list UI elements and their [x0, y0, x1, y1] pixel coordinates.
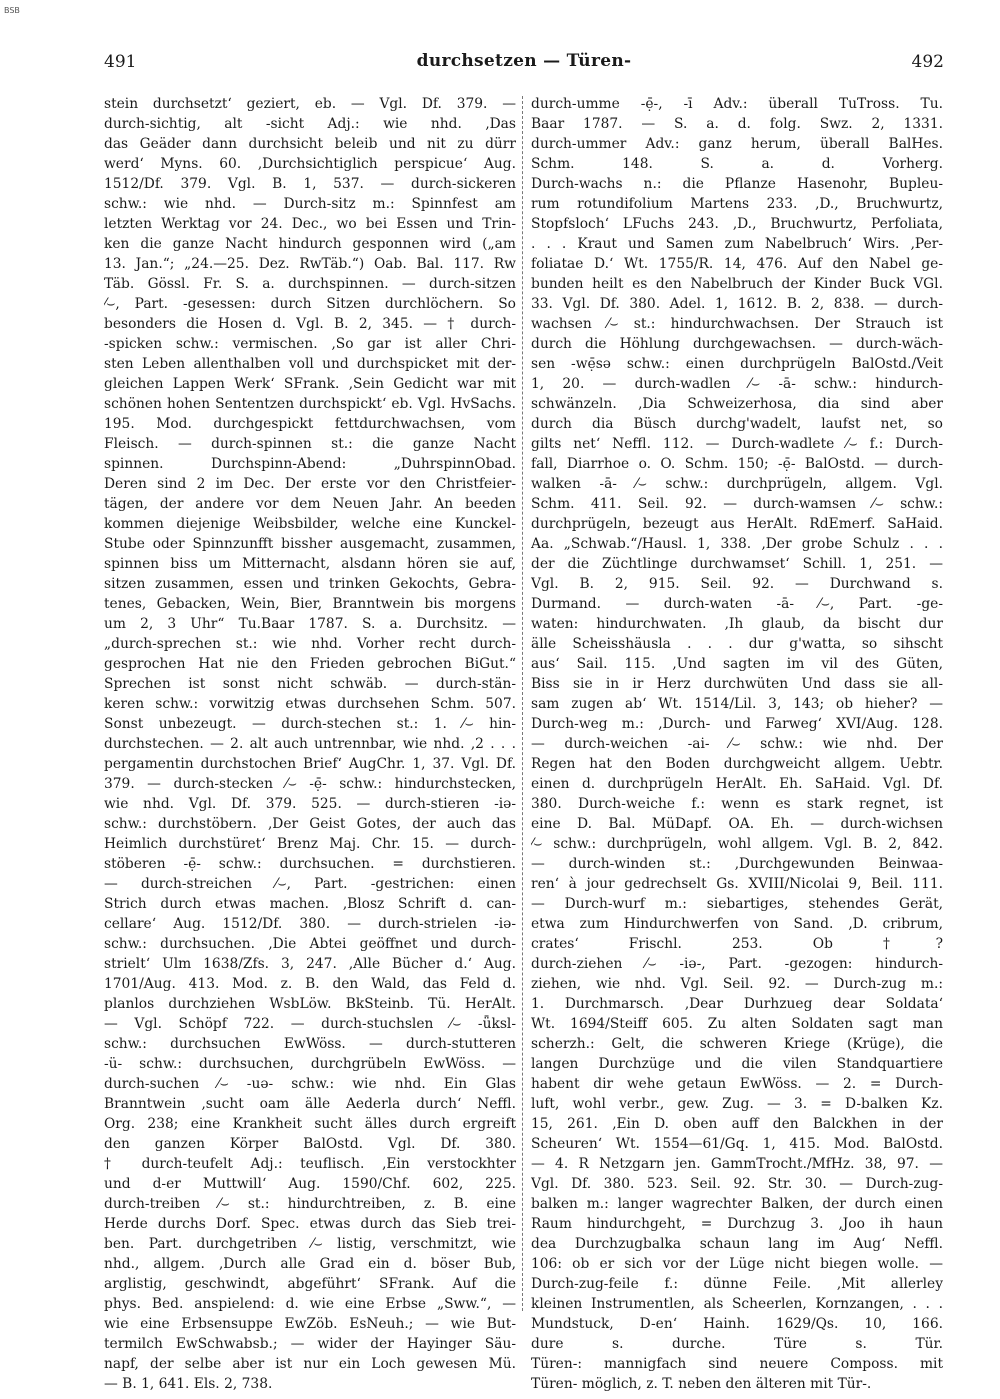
text-line: und d-er Muttwill‘ Aug. 1590/Chf. 602, 225. [104, 1176, 516, 1192]
text-line: — durch-winden st.: ‚Durchgewunden Beinwaa- [531, 856, 943, 872]
text-line: langen Durchzüge und die vilen Standquartiere [531, 1056, 943, 1072]
text-line: scherzh.: Gelt, die schweren Kriege (Krüge), die [531, 1036, 943, 1052]
text-line: 33. Vgl. Df. 380. Adel. 1, 1612. B. 2, 838. — durch- [531, 296, 943, 312]
text-line: Herde durchs Dorf. Spec. etwas durch das Sieb trei- [104, 1216, 516, 1232]
text-line: durch-ziehen ⁄⌣ -iə-, Part. -gezogen: hindurch- [531, 956, 943, 972]
text-line: ben. Part. durchgetriben ⁄⌣ listig, verschmitzt, wie [104, 1236, 516, 1252]
text-line: gilts net‘ Neffl. 112. — Durch-wadlete ⁄⌣ f.: Durch- [531, 436, 943, 452]
running-title: durchsetzen — Türen- [416, 51, 632, 71]
text-line: sam zugen ab‘ Wt. 1514/Lil. 3, 143; ob hieher? — [531, 696, 943, 712]
text-line: ken die ganze Nacht hindurch gesponnen wird („am [104, 236, 516, 252]
text-line: schw.: durchsuchen EwWöss. — durch-stutteren [104, 1036, 516, 1052]
text-line: 195. Mod. durchgespickt fettdurchwachsen, vom [104, 416, 516, 432]
text-line: schw.: durchstöbern. ‚Der Geist Gotes, der auch das [104, 816, 516, 832]
text-line: Aa. „Schwab.“/Hausl. 1, 338. ‚Der grobe Schulz . . . [531, 536, 943, 552]
text-line: gesprochen Hat nie den Frieden gebrochen BiGut.“ [104, 656, 516, 672]
text-line: planlos durchziehen WsbLöw. BkSteinb. Tü. HerAlt. [104, 996, 516, 1012]
text-line: Wt. 1694/Steiff 605. Zu alten Soldaten sagt man [531, 1016, 943, 1032]
text-line: durchprügeln, bezeugt aus HerAlt. RdEmerf. SaHaid. [531, 516, 943, 532]
text-line: wie nhd. Vgl. Df. 379. 525. — durch-stieren -iə- [104, 796, 516, 812]
page-header [104, 48, 944, 76]
text-line: Täb. Gössl. Fr. S. a. durchspinnen. — durch-sitzen [104, 276, 516, 292]
text-line: cellare‘ Aug. 1512/Df. 380. — durch-strielen -iə- [104, 916, 516, 932]
text-line: — Durch-wurf m.: siebartiges, stehendes Gerät, [531, 896, 943, 912]
text-line: spinnen biss um Mitternacht, alsdann hören sie auf, [104, 556, 516, 572]
text-line: Schm. 148. S. a. d. Vorherg. [531, 156, 943, 172]
text-line: schw.: durchsuchen. ‚Die Abtei geöffnet und durch- [104, 936, 516, 952]
text-line: durch-suchen ⁄⌣ -uə- schw.: wie nhd. Ein Glas [104, 1076, 516, 1092]
page-number-left: 491 [104, 52, 137, 72]
text-line: crates‘ Frischl. 253. Ob †? [531, 936, 943, 952]
text-line: 1701/Aug. 413. Mod. z. B. den Wald, das Feld d. [104, 976, 516, 992]
text-line: foliatae D.‘ Wt. 1755/R. 14, 476. Auf den Nabel ge- [531, 256, 943, 272]
text-line: durch dia Büsch durchg'wadelt, laufst net, so [531, 416, 943, 432]
text-line: 15, 261. ‚Ein D. oben auff den Balckhen in der [531, 1116, 943, 1132]
text-line: schw.: wie nhd. — Durch-sitz m.: Spinnfest am [104, 196, 516, 212]
text-line: Deren sind 2 im Dec. Der erste vor den Christfeier- [104, 476, 516, 492]
text-line: gleichen Lappen Werk‘ SFrank. ‚Sein Gedicht war mit [104, 376, 516, 392]
text-line: phys. Bed. anspielend: d. wie eine Erbse „Sww.“, — [104, 1296, 516, 1312]
text-line: Türen- möglich, z. T. neben den älteren mit Tür-. [531, 1376, 872, 1392]
text-line: aus‘ Sail. 115. ‚Und sagten im vil des Güten, [531, 656, 943, 672]
text-line: dea Durchzugbalka schaun lang im Aug‘ Neffl. [531, 1236, 943, 1252]
text-line: Heimlich durchstüret‘ Brenz Maj. Chr. 15. — durch- [104, 836, 516, 852]
text-line: ren‘ à jour gedrechselt Gs. XVIII/Nicolai 9, Beil. 111. [531, 876, 943, 892]
text-line: spinnen. Durchspinn-Abend: „DuhrspinnObad. [104, 456, 516, 472]
text-line: Mundstuck, D-en‘ Hainh. 1629/Qs. 10, 166. [531, 1316, 943, 1332]
text-line: † durch-teufelt Adj.: teuflisch. ‚Ein verstockhter [104, 1156, 516, 1172]
text-line: sitzen zusammen, essen und trinken Gekochts, Gebra- [104, 576, 516, 592]
text-line: balken m.: langer wagrechter Balken, der durch einen [531, 1196, 943, 1212]
text-line: napf, der selbe aber ist nur ein Loch gewesen Mü. [104, 1356, 516, 1372]
text-line: walken -ā- ⁄⌣ schw.: durchprügeln, allgem. Vgl. [531, 476, 943, 492]
text-line: letzten Werktag vor 24. Dec., wo bei Essen und Trin- [104, 216, 516, 232]
left-column [104, 94, 516, 1394]
text-line: der die Züchtlinge durchwamset‘ Schill. 1, 251. — [531, 556, 943, 572]
text-line: Türen-: mannigfach sind neuere Composs. mit [531, 1356, 943, 1372]
text-line: Sprechen ist sonst nicht schwäb. — durch-stän- [104, 676, 516, 692]
text-line: 1, 20. — durch-wadlen ⁄⌣ -ā- schw.: hindurch- [531, 376, 943, 392]
text-line: fall, Diarrhoe o. O. Schm. 150; -ẹ̄- BalOstd. — durch- [531, 456, 943, 472]
text-line: -spicken schw.: vermischen. ‚So gar ist aller Chri- [104, 336, 516, 352]
text-line: durch die Höhlung durchgewachsen. — durch-wäch- [531, 336, 943, 352]
text-line: Durch-wachs n.: die Pflanze Hasenohr, Bupleu- [531, 176, 943, 192]
text-line: stein durchsetzt‘ geziert, eb. — Vgl. Df. 379. — [104, 96, 516, 112]
text-line: wie eine Erbsensuppe EwZöb. EsNeuh.; — wie But- [104, 1316, 516, 1332]
text-line: waten: hindurchwaten. ‚Ih glaub, da bischt dur [531, 616, 943, 632]
text-line: Schm. 411. Seil. 92. — durch-wamsen ⁄⌣ schw.: [531, 496, 943, 512]
text-line: etwa zum Hindurchwerfen von Sand. ‚D. cribrum, [531, 916, 943, 932]
text-line: Strich durch etwas machen. ‚Blosz Schrift d. can- [104, 896, 516, 912]
text-line: Durmand. — durch-waten -ā- ⁄⌣, Part. -ge- [531, 596, 943, 612]
text-line: durch-treiben ⁄⌣ st.: hindurchtreiben, z. B. eine [104, 1196, 516, 1212]
text-line: stöberen -ẹ̄- schw.: durchsuchen. = durchstieren. [104, 856, 516, 872]
text-line: durch-sichtig, alt -sicht Adj.: wie nhd. ‚Das [104, 116, 516, 132]
text-line: durch-umme -ẹ̄-, -ī Adv.: überall TuTross. Tu. [531, 96, 943, 112]
text-line: dure s. durche. Türe s. Tür. [531, 1336, 943, 1352]
text-line: bunden heilt es den Nabelbruch der Kinder Buck VGl. [531, 276, 943, 292]
text-line: kommen diejenige Weibsbilder, welche eine Kunckel- [104, 516, 516, 532]
text-line: tenes, Gebacken, Wein, Bier, Branntwein bis morgens [104, 596, 516, 612]
text-line: kleinen Instrumentlen, als Scheerlen, Kornzangen, . . . [531, 1296, 943, 1312]
text-line: ziehen, wie nhd. Vgl. Seil. 92. — Durch-zug m.: [531, 976, 943, 992]
text-line: Sonst unbezeugt. — durch-stechen st.: 1. ⁄⌣ hin- [104, 716, 516, 732]
text-line: 1512/Df. 379. Vgl. B. 1, 537. — durch-sickeren [104, 176, 516, 192]
text-line: „durch-sprechen st.: wie nhd. Vorher recht durch- [104, 636, 516, 652]
text-line: Raum hindurchgeht, = Durchzug 3. ‚Joo ih haun [531, 1216, 943, 1232]
text-line: älle Scheisshäusla . . . dur g'watta, so sihscht [531, 636, 943, 652]
text-line: — B. 1, 641. Els. 2, 738. [104, 1376, 273, 1392]
text-line: Durch-zug-feile f.: dünne Feile. ‚Mit allerley [531, 1276, 943, 1292]
text-line: Durch-weg m.: ‚Durch- und Farweg‘ XVI/Aug. 128. [531, 716, 943, 732]
text-line: Vgl. B. 2, 915. Seil. 92. — Durchwand s. [531, 576, 943, 592]
text-line: tägen, der andere vor dem Neuen Jahr. An beeden [104, 496, 516, 512]
text-line: werd‘ Myns. 60. ‚Durchsichtiglich perspicue‘ Aug. [104, 156, 516, 172]
text-line: sten Leben allenthalben voll und durchspicket mit der- [104, 356, 516, 372]
text-line: Branntwein ‚sucht oam älle Aederla durch‘ Neffl. [104, 1096, 516, 1112]
text-line: durchstechen. — 2. alt auch untrennbar, wie nhd. ‚2 . . . [104, 736, 516, 752]
text-line: luft, wohl verbr., gew. Zug. — 3. = D-balken Kz. [531, 1096, 943, 1112]
text-line: schönen hohen Sententzen durchspickt‘ eb. Vgl. HvSachs. [104, 396, 516, 412]
text-line: -ü- schw.: durchsuchen, durchgrübeln EwWöss. — [104, 1056, 516, 1072]
text-line: Scheuren‘ Wt. 1554—61/Gq. 1, 415. Mod. BalOstd. [531, 1136, 943, 1152]
text-line: sen -wẹ̄sə schw.: einen durchprügeln BalOstd./Veit [531, 356, 943, 372]
text-line: besonders die Hosen d. Vgl. B. 2, 345. — † durch- [104, 316, 516, 332]
text-line: durch-ummer Adv.: ganz herum, überall BalHes. [531, 136, 943, 152]
page-number-right: 492 [911, 52, 944, 72]
text-line: Org. 238; eine Krankheit sucht älles durch ergreift [104, 1116, 516, 1132]
text-line: — durch-streichen ⁄⌣, Part. -gestrichen: einen [104, 876, 516, 892]
text-line: arglistig, geschwindt, abgeführt‘ SFrank. Auf die [104, 1276, 516, 1292]
text-line: einen d. durchprügeln HerAlt. Eh. SaHaid. Vgl. Df. [531, 776, 943, 792]
text-line: strielt‘ Ulm 1638/Zfs. 3, 247. ‚Alle Bücher d.‘ Aug. [104, 956, 516, 972]
text-line: keren schw.: vorwitzig etwas durchsehen Schm. 507. [104, 696, 516, 712]
text-line: rum rotundifolium Martens 233. ‚D., Bruchwurtz, [531, 196, 943, 212]
text-line: Fleisch. — durch-spinnen st.: die ganze Nacht [104, 436, 516, 452]
text-line: ⁄⌣ schw.: durchprügeln, wohl allgem. Vgl. B. 2, 842. [531, 836, 943, 852]
text-line: 1. Durchmarsch. ‚Dear Durhzueg dear Soldata‘ [531, 996, 943, 1012]
right-column [531, 94, 943, 1394]
text-line: nhd., allgem. ‚Durch alle Grad ein d. böser Bub, [104, 1256, 516, 1272]
text-line: Stube oder Spinnzunfft bissher ausgemacht, zusammen, [104, 536, 516, 552]
text-line: Regen hat den Boden durchgweicht allgem. Uebtr. [531, 756, 943, 772]
text-line: 106: ob er sich vor der Lüge nicht biegen wolle. — [531, 1256, 943, 1272]
text-line: pergamentin durchstochen Brief‘ AugChr. 1, 37. Vgl. Df. [104, 756, 516, 772]
text-line: Biss sie in ir Herz durchwüten Und dass sie all- [531, 676, 943, 692]
text-line: termilch EwSchwabsb.; — wider der Hayinger Säu- [104, 1336, 516, 1352]
library-stamp: BSB [4, 6, 20, 15]
text-line: eine D. Bal. MüDapf. OA. Eh. — durch-wichsen [531, 816, 943, 832]
text-line: ⁄⌣, Part. -gesessen: durch Sitzen durchlöchern. So [104, 296, 516, 312]
column-divider [522, 96, 523, 1311]
text-line: den ganzen Körper BalOstd. Vgl. Df. 380. [104, 1136, 516, 1152]
text-line: 13. Jan.“; „24.—25. Dez. RwTäb.“) Oab. Bal. 117. Rw [104, 256, 516, 272]
text-line: Vgl. Df. 380. 523. Seil. 92. Str. 30. — Durch-zug- [531, 1176, 943, 1192]
text-line: schwänzeln. ‚Dia Schweizerhosa, dia sind aber [531, 396, 943, 412]
text-line: Baar 1787. — S. a. d. folg. Swz. 2, 1331. [531, 116, 943, 132]
text-line: . . . Kraut und Samen zum Nabelbruch‘ Wirs. ‚Per- [531, 236, 943, 252]
text-line: wachsen ⁄⌣ st.: hindurchwachsen. Der Strauch ist [531, 316, 943, 332]
text-line: — durch-weichen -ai- ⁄⌣ schw.: wie nhd. Der [531, 736, 943, 752]
text-line: das Geäder dann durchsicht beleib und nit zu dürr [104, 136, 516, 152]
text-line: 380. Durch-weiche f.: wenn es stark regnet, ist [531, 796, 943, 812]
text-line: — Vgl. Schöpf 722. — durch-stuchslen ⁄⌣ -ǖksl- [104, 1016, 516, 1032]
text-line: 379. — durch-stecken ⁄⌣ -ẹ̄- schw.: hindurchstecken, [104, 776, 516, 792]
text-line: Stopfsloch‘ LFuchs 243. ‚D., Bruchwurtz, Perfoliata, [531, 216, 943, 232]
text-line: um 2, 3 Uhr“ Tu.Baar 1787. S. a. Durchsitz. — [104, 616, 516, 632]
text-line: habent dir wehe getaun EwWöss. — 2. = Durch- [531, 1076, 943, 1092]
text-line: — 4. R Netzgarn jen. GammTrocht./MfHz. 38, 97. — [531, 1156, 943, 1172]
